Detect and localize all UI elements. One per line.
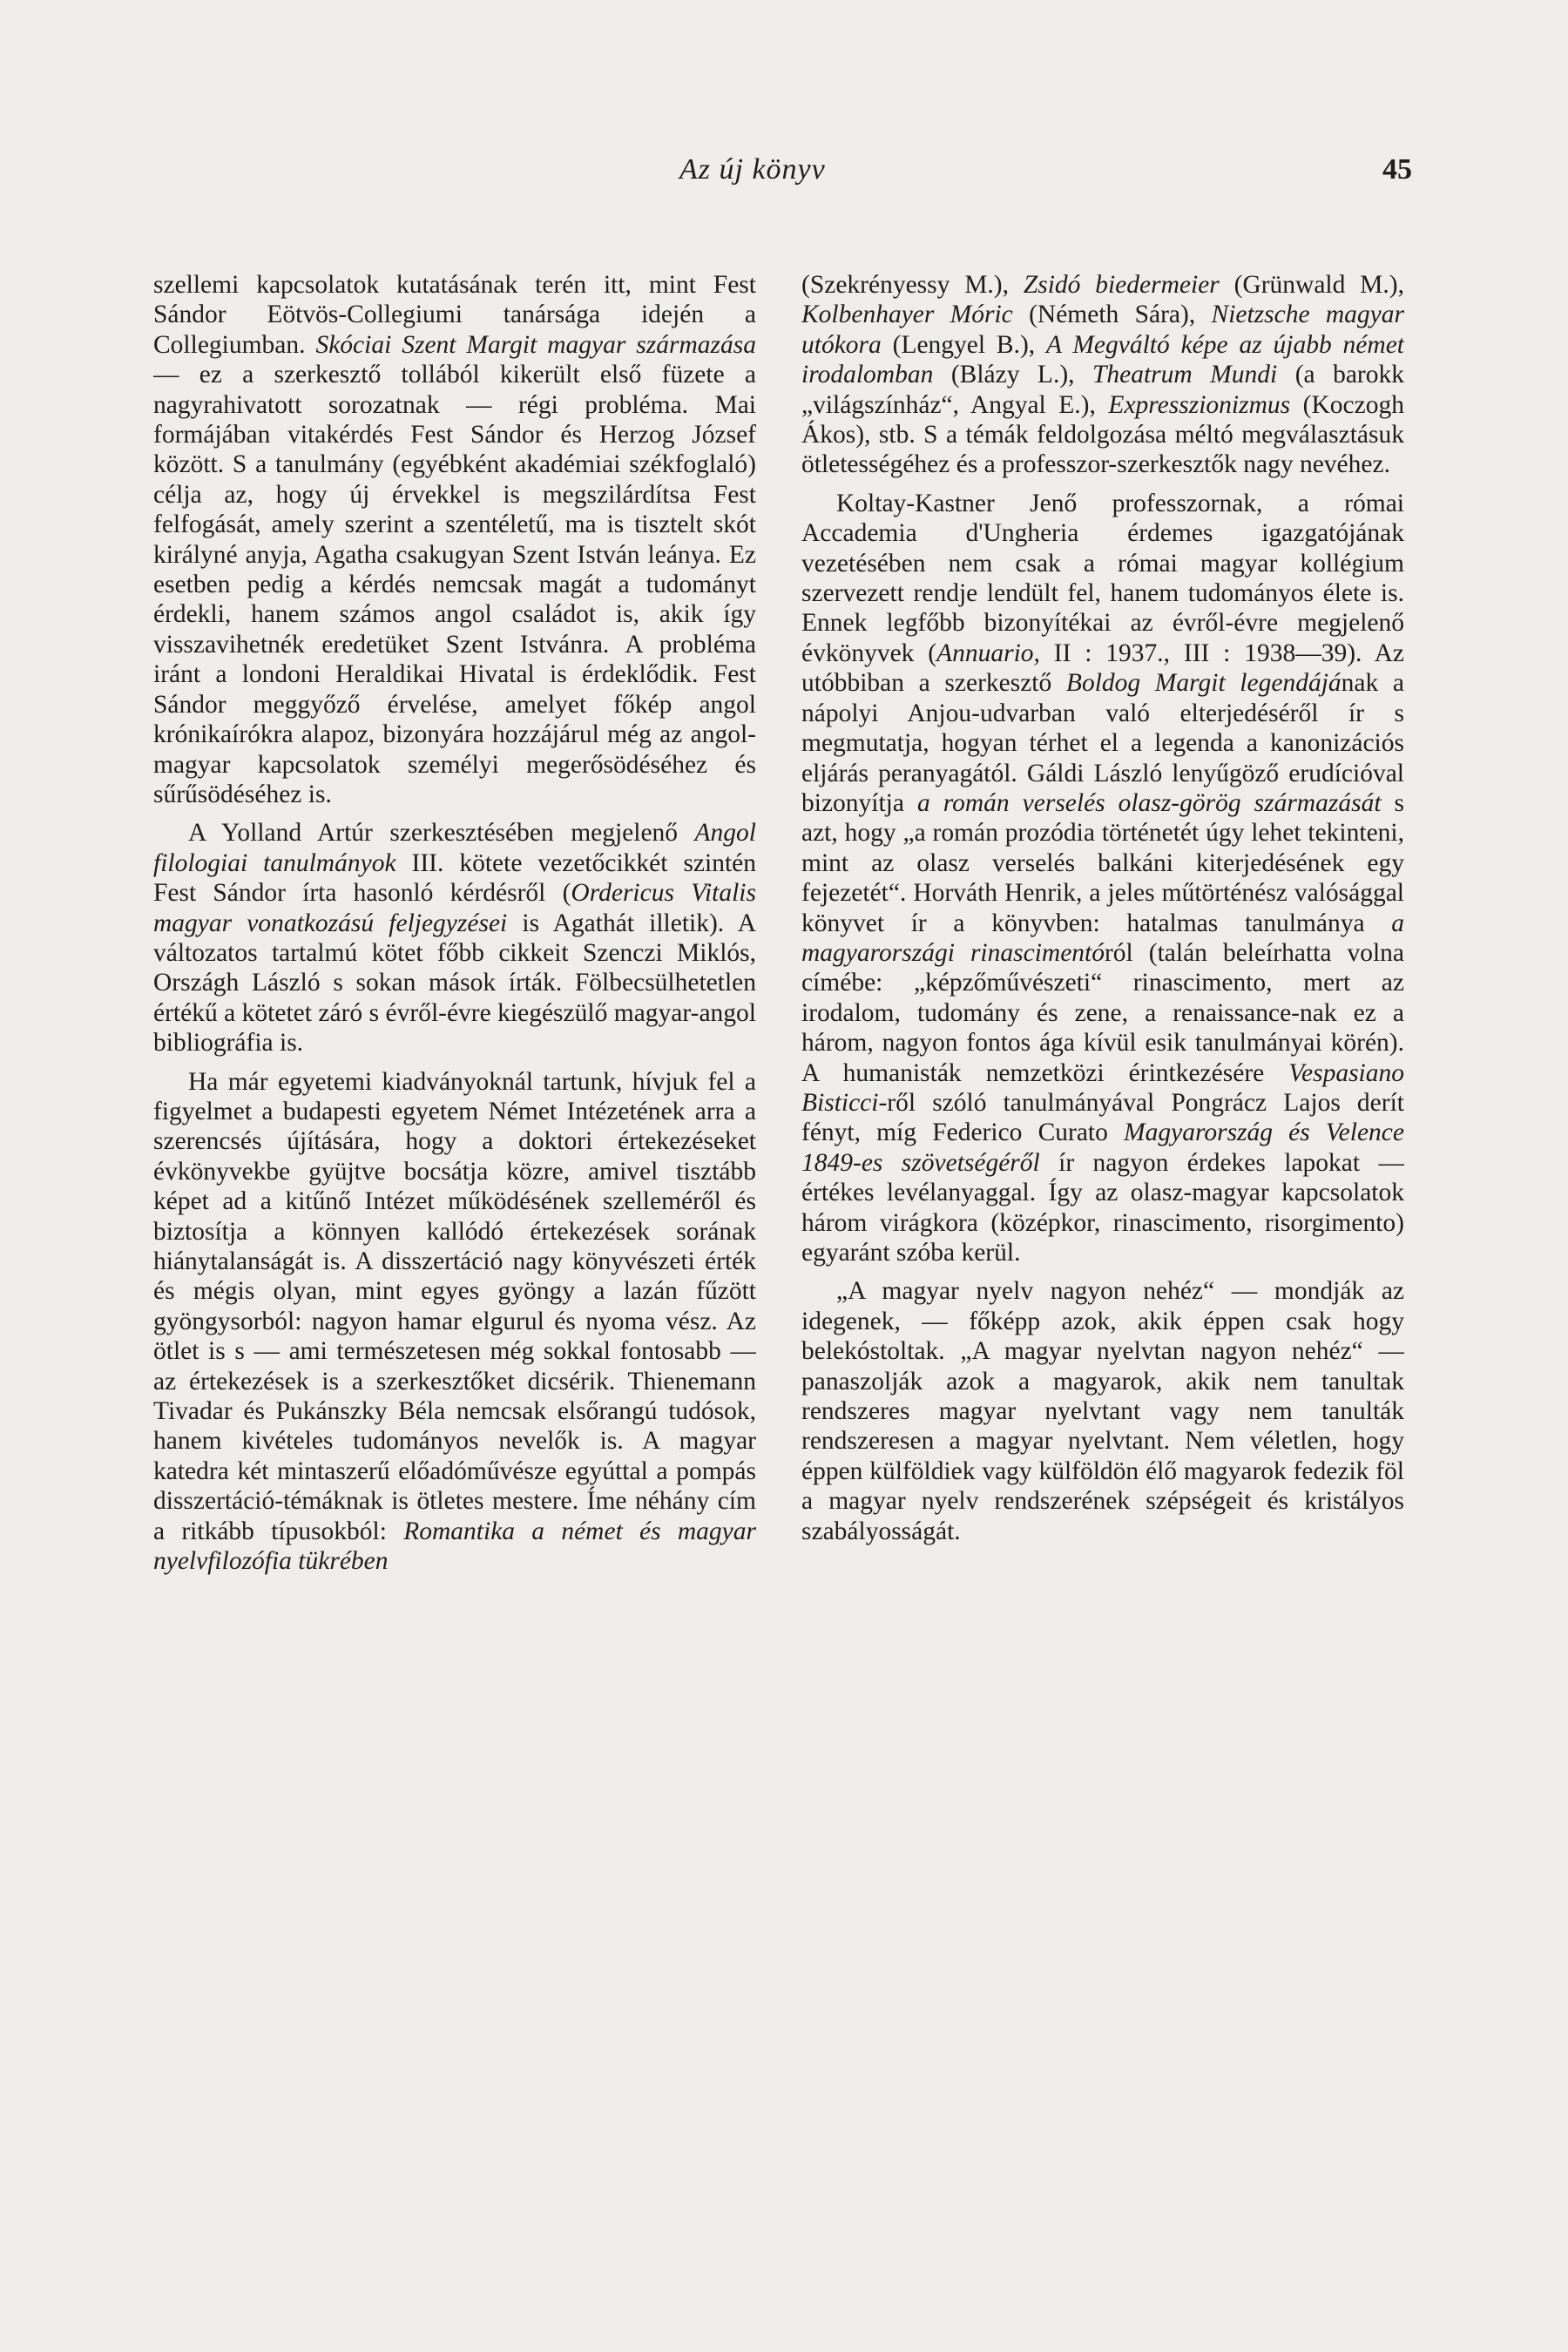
- running-title: Az új könyv: [679, 153, 826, 186]
- italic-title: A Megváltó képe az újabb német irodalomban: [801, 330, 1404, 389]
- text-run: (Koczogh Ákos), stb. S a témák feldolgozása méltó megválasztásuk ötletességéhez és a professzor-szerkesztők nagy nevéhez.: [801, 390, 1404, 479]
- text-run: Koltay-Kastner Jenő professzornak, a római Accademia d'Ungheria érdemes igazgatójának vezetésében nem csak a római magyar kollégium szervezett rendje lendült fel, hanem tudományos élete is. Ennek legfőbb bizonyítékai az évről-évre megjelenő évkönyvek (: [801, 489, 1404, 667]
- text-run: -ről szóló tanulmányával Pongrácz Lajos derít fényt, míg Federico Curato: [801, 1088, 1404, 1147]
- text-run: (Szekrényessy M.),: [801, 271, 1024, 299]
- right-paragraph-1: [801, 270, 1404, 480]
- left-paragraph-3: [153, 1067, 756, 1577]
- text-run: II : 1937., III : 1938—39). Az utóbbiban a szerkesztő: [801, 639, 1404, 698]
- text-run: nak a nápolyi Anjou-udvarban való elterjedéséről ír s megmutatja, hogyan térhet el a legenda a kanonizációs eljárás peranyagától. Gáldi László lenyűgöző erudícióval bizonyítja: [801, 669, 1404, 817]
- running-header: [0, 153, 1568, 193]
- right-column: [801, 270, 1404, 2221]
- text-run: ról (talán beleírhatta volna címébe: „képzőművészeti“ rinascimento, mert az irodalom, tudomány és zene, a renaissance-nak ez a három, nagyon fontos ága kívül esik tanulmányai körén). A humanisták nemzetközi érintkezésére: [801, 938, 1404, 1087]
- text-run: (Lengyel B.),: [881, 330, 1047, 359]
- left-column: [153, 270, 756, 2221]
- right-paragraph-2: [801, 489, 1404, 1268]
- left-paragraph-2: [153, 818, 756, 1058]
- italic-title: Zsidó biedermeier: [1023, 271, 1220, 299]
- text-run: (Grünwald M.),: [1219, 271, 1404, 299]
- italic-title: Boldog Margit legendájá: [1065, 669, 1342, 698]
- text-run: „A magyar nyelv nagyon nehéz“ — mondják az idegenek, — főképp azok, akik éppen csak hogy belekóstoltak. „A magyar nyelvtan nagyon nehéz“ — panaszolják azok a magyarok, akik nem tanultak rendszeres magyar nyelvtant vagy nem tanulták rendszeresen a magyar nyelvtant. Nem véletlen, hogy éppen külföldiek vagy külföldön élő magyarok fedezik föl a magyar nyelv rendszerének szépségeit és kristályos szabályosságát.: [801, 1277, 1404, 1545]
- text-run: A Yolland Artúr szerkesztésében megjelenő: [188, 819, 695, 848]
- text-run: (Németh Sára),: [1012, 301, 1212, 329]
- italic-title: Theatrum Mundi: [1092, 361, 1278, 389]
- text-run: s azt, hogy „a román prozódia történetét úgy lehet tekinteni, mint az olasz verselés balkáni kiterjedésének egy fejezetét“. Horváth Henrik, a jeles műtörténész valósággal könyvet ír a könyvben: hatalmas tanulmánya: [801, 788, 1404, 937]
- italic-title: Skóciai Szent Margit magyar származása: [315, 330, 756, 359]
- italic-title: Vespasiano Bisticci: [801, 1058, 1404, 1117]
- text-run: (Blázy L.),: [933, 361, 1092, 389]
- italic-title: Ordericus Vitalis magyar vonatkozású feljegyzései: [153, 879, 756, 937]
- italic-title: Magyarország és Velence 1849-es szövetségéről: [801, 1119, 1404, 1177]
- page-number: 45: [1382, 153, 1412, 186]
- text-run: (a barokk „világszínház“, Angyal E.),: [801, 361, 1404, 419]
- text-run: Ha már egyetemi kiadványoknál tartunk, hívjuk fel a figyelmet a budapesti egyetem Német Intézetének arra a szerencsés újítására, hogy a doktori értekezéseket évkönyvekbe gyüjtve bocsátja közre, amivel tisztább képet ad a kitűnő Intézet működésének szelleméről és biztosítja a könnyen kallódó értekezések sorának hiánytalanságát is. A disszertáció nagy könyvészeti érték és mégis olyan, mint egyes gyöngy a lazán fűzött gyöngysorból: nagyon hamar elgurul és nyoma vész. Az ötlet is s — ami természetesen még sokkal fontosabb — az értekezések is a szerkesztőket dicsérik. Thienemann Tivadar és Pukánszky Béla nemcsak elsőrangú tudósok, hanem kivételes tudományos nevelők is. A magyar katedra két mintaszerű előadóművésze egyúttal a pompás disszertáció-témáknak is ötletes mestere. Íme néhány cím a ritkább típusokból:: [153, 1067, 756, 1545]
- italic-title: Kolbenhayer Móric: [801, 301, 1013, 329]
- left-paragraph-1: [153, 270, 756, 809]
- italic-title: Annuario,: [936, 639, 1040, 667]
- text-run: III. kötete vezetőcikkét szintén Fest Sándor írta hasonló kérdésről (: [153, 848, 756, 908]
- italic-title: Angol filologiai tanulmányok: [153, 819, 756, 877]
- text-run: szellemi kapcsolatok kutatásának terén itt, mint Fest Sándor Eötvös-Collegiumi tanársága idején a Collegiumban.: [153, 271, 756, 359]
- text-run: ír nagyon érdekes lapokat — értékes levélanyaggal. Így az olasz-magyar kapcsolatok három virágkora (középkor, rinascimento, risorgimento) egyaránt szóba kerül.: [801, 1148, 1404, 1267]
- text-run: — ez a szerkesztő tollából kikerült első füzete a nagyrahivatott sorozatnak — régi probléma. Mai formájában vitakérdés Fest Sándor és Herzog József között. S a tanulmány (egyébként akadémiai székfoglaló) célja az, hogy új érvekkel is megszilárdítsa Fest felfogását, amely szerint a szentéletű, ma is tisztelt skót királyné anyja, Agatha csakugyan Szent István leánya. Ez esetben pedig a kérdés nemcsak magát a tudományt érdekli, hanem számos angol családot is, akik így visszavihetnék eredetüket Szent Istvánra. A probléma iránt a londoni Heraldikai Hivatal is érdeklődik. Fest Sándor meggyőző érvelése, amelyet főkép angol krónikaírókra alapoz, bizonyára hozzájárul még az angol-magyar kapcsolatok személyi megerősödéséhez és sűrűsödéséhez is.: [153, 361, 756, 808]
- right-paragraph-3: [801, 1276, 1404, 1546]
- italic-title: Nietzsche magyar utókora: [801, 301, 1404, 359]
- text-run: is Agathát illetik). A változatos tartalmú kötet főbb cikkeit Szenczi Miklós, Országh László s sokan mások írták. Fölbecsülhetetlen értékű a kötetet záró s évről-évre kiegészülő magyar-angol bibliográfia is.: [153, 909, 756, 1058]
- italic-title: Romantika a német és magyar nyelvfilozófia tükrében: [153, 1517, 756, 1576]
- italic-title: a magyarországi rinascimentó: [801, 909, 1404, 967]
- italic-title: Expresszionizmus: [1108, 390, 1291, 419]
- italic-title: a román verselés olasz-görög származását: [916, 788, 1382, 817]
